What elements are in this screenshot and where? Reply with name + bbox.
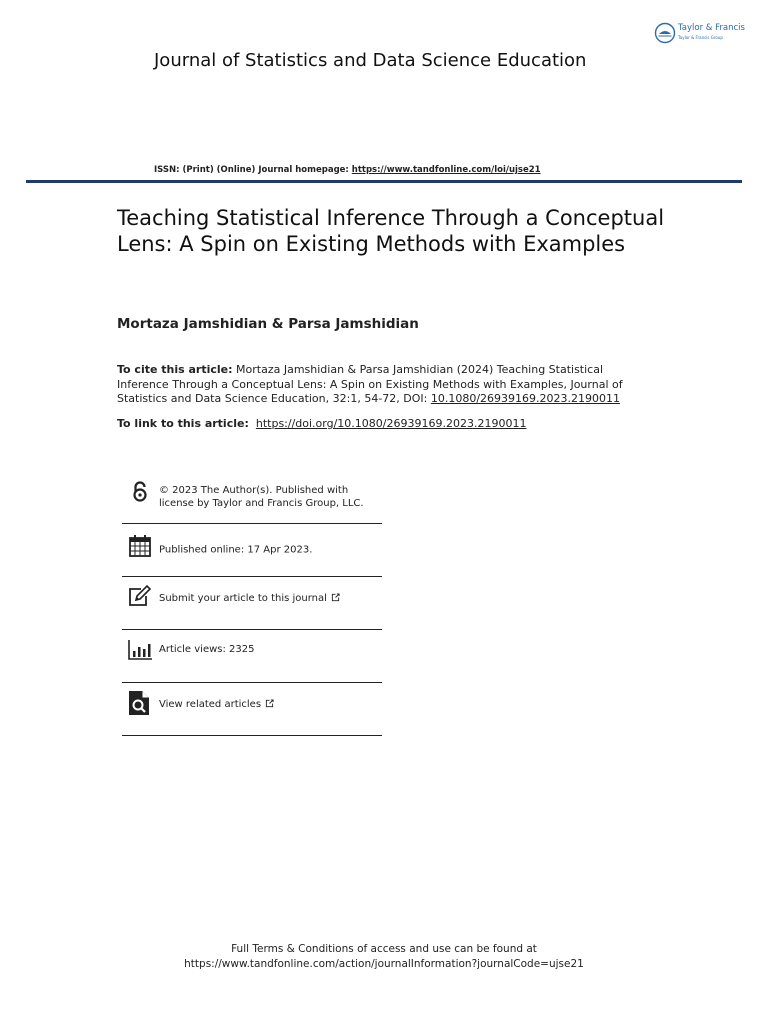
submit-row[interactable]	[122, 577, 382, 630]
published-row	[122, 524, 382, 577]
publisher-sub: Taylor & Francis Group	[678, 35, 723, 40]
cite-text: Mortaza Jamshidian & Parsa Jamshidian (2024) Teaching Statistical Inference Through a Conceptual Lens: A Spin on Existing Methods with Examples, Journal of Statistics and Data Science Education, 32:1, 54-72, DOI:	[117, 363, 623, 405]
article-doi-link[interactable]: https://doi.org/10.1080/26939169.2023.2190011	[255, 417, 527, 430]
article-info-list	[122, 474, 382, 736]
related-articles-icon	[127, 690, 153, 716]
journal-homepage-link[interactable]: https://www.tandfonline.com/loi/ujse21	[351, 165, 541, 175]
article-authors: Mortaza Jamshidian & Parsa Jamshidian	[117, 316, 419, 332]
journal-name: Journal of Statistics and Data Science Education	[154, 50, 587, 71]
license-row	[122, 474, 382, 524]
published-text: Published online: 17 Apr 2023.	[159, 544, 313, 556]
external-link-icon	[265, 699, 274, 708]
footer	[0, 942, 768, 972]
taylor-francis-logo-icon	[654, 22, 676, 44]
open-access-icon	[127, 479, 153, 505]
external-link-icon	[331, 593, 340, 602]
cite-doi-link[interactable]: 10.1080/26939169.2023.2190011	[430, 392, 621, 405]
publisher-name: Taylor & Francis	[678, 23, 745, 33]
footer-terms-link[interactable]: https://www.tandfonline.com/action/journalInformation?journalCode=ujse21	[184, 958, 584, 970]
bar-chart-icon	[127, 637, 153, 663]
footer-line-1: Full Terms & Conditions of access and use can be found at	[231, 943, 537, 955]
submit-text: Submit your article to this journal	[159, 593, 327, 604]
views-text: Article views: 2325	[159, 644, 255, 655]
edit-icon	[127, 584, 153, 610]
cite-label: To cite this article:	[117, 363, 233, 376]
publisher-logo	[654, 22, 754, 46]
issn-label: ISSN: (Print) (Online) Journal homepage:	[154, 165, 352, 175]
article-title: Teaching Statistical Inference Through a Conceptual Lens: A Spin on Existing Methods with Examples	[117, 206, 665, 256]
header-rule	[26, 180, 742, 183]
related-row[interactable]	[122, 683, 382, 736]
related-articles-link[interactable]	[159, 699, 274, 712]
article-link	[117, 417, 526, 430]
calendar-icon	[127, 533, 153, 559]
views-row	[122, 630, 382, 683]
issn-line	[154, 165, 541, 175]
submit-article-link[interactable]	[159, 593, 340, 606]
link-label: To link to this article:	[117, 417, 249, 430]
license-text: © 2023 The Author(s). Published with license by Taylor and Francis Group, LLC.	[159, 485, 364, 509]
related-text: View related articles	[159, 699, 262, 710]
citation	[117, 363, 657, 407]
